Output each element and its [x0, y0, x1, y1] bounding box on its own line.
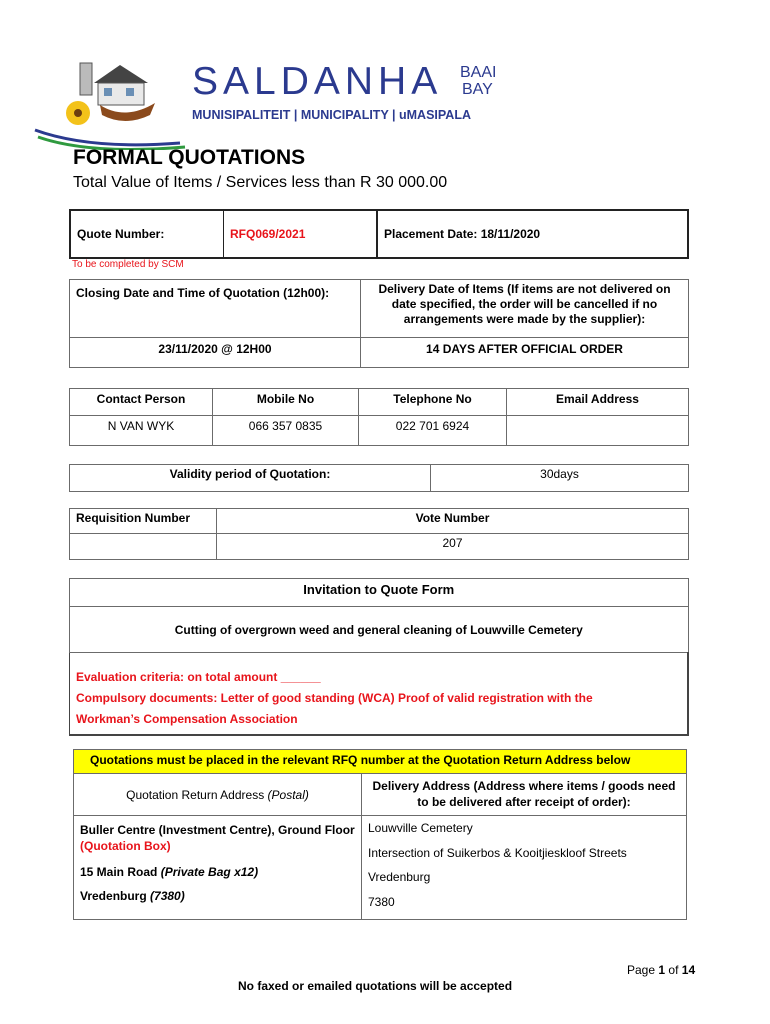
page-total: 14: [681, 963, 696, 977]
vote-number-label: Vote Number: [217, 509, 689, 534]
delivery-address-details: [362, 816, 687, 920]
page-prefix: Page: [627, 963, 656, 977]
contact-header-telephone: Telephone No: [359, 389, 507, 416]
invitation-table: [69, 578, 689, 736]
logo: [30, 55, 510, 150]
return-address-line3-text: Vredenburg: [80, 889, 147, 903]
contact-header-mobile: Mobile No: [213, 389, 359, 416]
return-address-label: [74, 774, 362, 816]
logo-emblem: [30, 55, 190, 150]
delivery-date-value: 14 DAYS AFTER OFFICIAL ORDER: [361, 338, 689, 368]
requisition-table: [69, 508, 689, 560]
brand-sub-baai: BAAI: [460, 64, 497, 81]
closing-label: Closing Date and Time of Quotation (12h00):: [70, 280, 361, 338]
return-address-label-text: Quotation Return Address: [126, 787, 265, 802]
invitation-criteria: [70, 653, 689, 735]
return-address-table: [73, 749, 687, 920]
contact-email-value: [507, 416, 689, 446]
requisition-value: [70, 534, 217, 560]
invitation-description: Cutting of overgrown weed and general cleaning of Louwville Cemetery: [70, 607, 689, 653]
placement-date: Placement Date: 18/11/2020: [377, 210, 688, 258]
compulsory-docs-line2: Workman’s Compensation Association: [76, 712, 298, 726]
return-address-line3: [80, 888, 355, 904]
return-address-line1-text: Buller Centre (Investment Centre), Ground Floor: [80, 823, 355, 837]
closing-date-value: 23/11/2020 @ 12H00: [70, 338, 361, 368]
contact-telephone-value: 022 701 6924: [359, 416, 507, 446]
vote-number-value: 207: [217, 534, 689, 560]
delivery-line1: Louwville Cemetery: [368, 821, 473, 835]
brand-tagline: MUNISIPALITEIT | MUNICIPALITY | uMASIPALA: [192, 108, 471, 122]
quotation-box-label: (Quotation Box): [80, 839, 171, 853]
quote-number-label: Quote Number:: [70, 210, 224, 258]
closing-table: [69, 279, 689, 368]
contact-table: [69, 388, 689, 446]
invitation-title: Invitation to Quote Form: [70, 579, 689, 607]
quote-number-value: RFQ069/2021: [224, 210, 378, 258]
validity-value: 30days: [431, 465, 689, 492]
contact-person-value: N VAN WYK: [70, 416, 213, 446]
return-address-details: [74, 816, 362, 920]
quote-number-table: [69, 209, 689, 259]
delivery-line4: 7380: [368, 894, 395, 909]
brand-name: SALDANHA: [192, 60, 443, 103]
compulsory-docs-line1: Compulsory documents: Letter of good standing (WCA) Proof of valid registration with the: [76, 691, 593, 705]
return-address-label-postal: (Postal): [267, 787, 309, 802]
delivery-date-label: Delivery Date of Items (If items are not delivered on date specified, the order will be cancelled if no arrangements were made by the supplier):: [361, 280, 689, 338]
contact-mobile-value: 066 357 0835: [213, 416, 359, 446]
return-address-line2: [80, 864, 355, 880]
return-banner: Quotations must be placed in the relevant RFQ number at the Quotation Return Address below: [74, 750, 687, 774]
contact-header-email: Email Address: [507, 389, 689, 416]
validity-table: [69, 464, 689, 492]
return-address-line1: [80, 822, 355, 854]
evaluation-criteria: Evaluation criteria: on total amount ______: [76, 670, 321, 684]
requisition-label: Requisition Number: [70, 509, 217, 534]
page-subtitle: Total Value of Items / Services less than R 30 000.00: [73, 174, 448, 191]
postal-code-label: (7380): [150, 889, 185, 903]
contact-header-person: Contact Person: [70, 389, 213, 416]
return-address-line2-text: 15 Main Road: [80, 865, 158, 879]
page-of: of: [668, 963, 679, 977]
delivery-line3: Vredenburg: [368, 870, 431, 884]
delivery-address-label: Delivery Address (Address where items / goods need to be delivered after receipt of order):: [362, 774, 687, 816]
delivery-line2: Intersection of Suikerbos & Kooitjieskloof Streets: [368, 845, 627, 860]
footer-notice: No faxed or emailed quotations will be accepted: [238, 979, 513, 993]
page-number: [627, 963, 695, 977]
scm-note: To be completed by SCM: [72, 259, 184, 270]
validity-label: Validity period of Quotation:: [70, 465, 431, 492]
page-title: FORMAL QUOTATIONS: [73, 146, 306, 169]
brand-sub-bay: BAY: [462, 81, 493, 98]
private-bag-label: (Private Bag x12): [160, 865, 259, 879]
page-current: 1: [658, 963, 666, 977]
